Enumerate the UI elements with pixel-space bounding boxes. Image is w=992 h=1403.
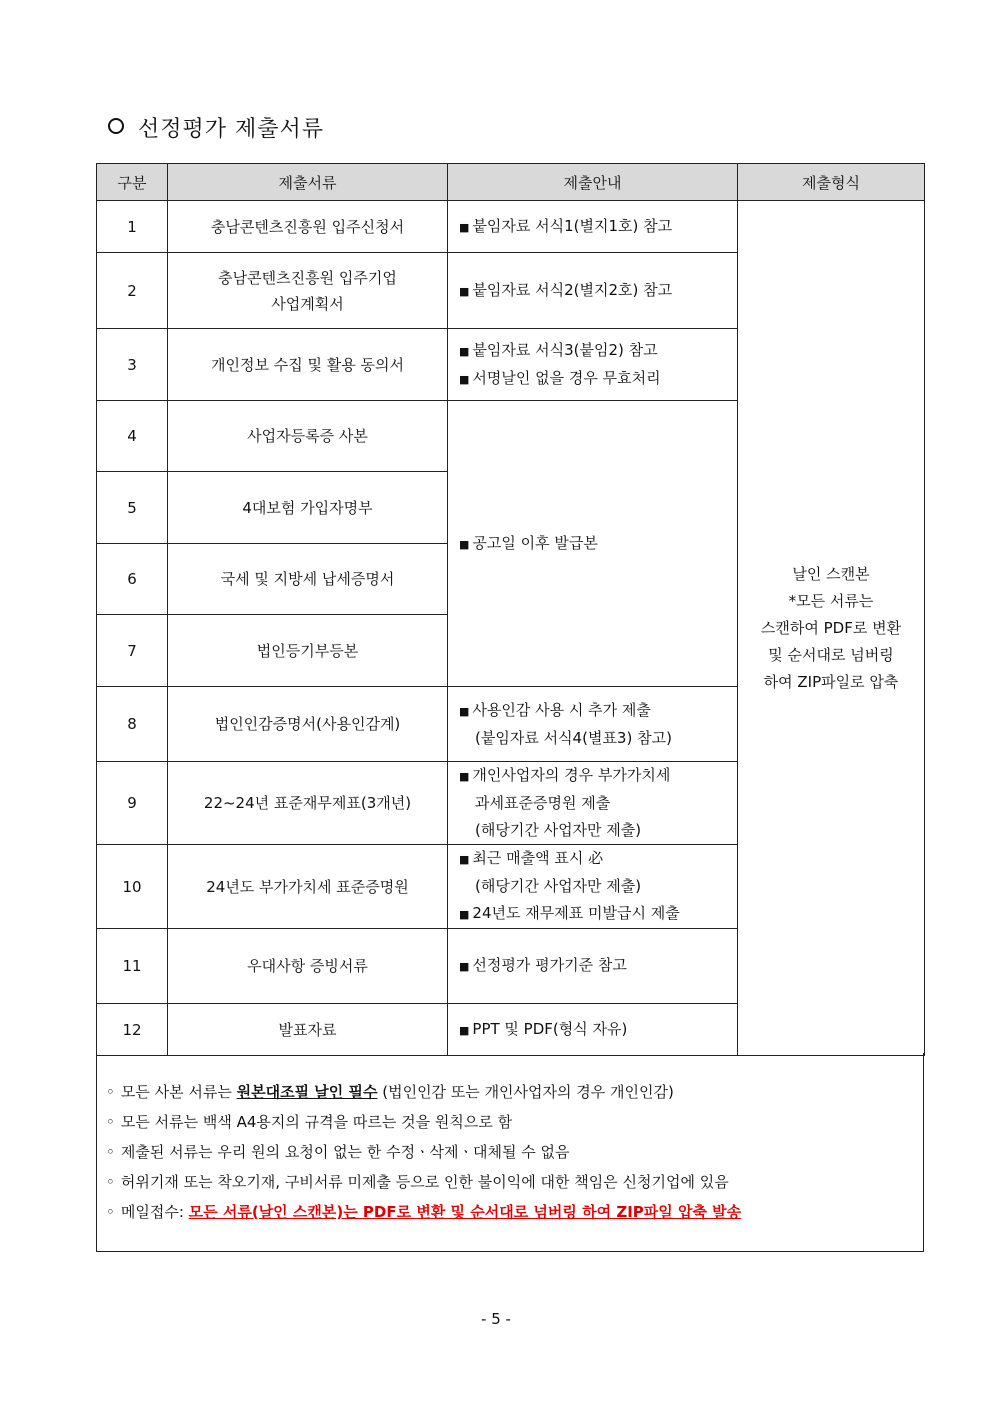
- guide-cell: [448, 201, 738, 253]
- format-line: 날인 스캔본: [792, 564, 870, 583]
- square-bullet-icon: ■: [459, 372, 470, 386]
- notes-list: [97, 1053, 923, 1227]
- format-line: 스캔하여 PDF로 변환: [760, 618, 902, 637]
- circle-bullet-icon: ◦: [106, 1113, 115, 1131]
- note-item: [106, 1137, 923, 1167]
- guide-text: 개인사업자의 경우 부가가치세: [472, 766, 671, 784]
- note-item: [106, 1107, 923, 1137]
- guide-line: [459, 277, 737, 305]
- document-name: [168, 401, 448, 472]
- row-number: 10: [97, 845, 168, 929]
- circle-bullet-icon: ◦: [106, 1203, 115, 1221]
- document-line: 충남콘텐츠진흥원 입주신청서: [210, 217, 405, 236]
- row-number: 2: [97, 253, 168, 329]
- square-bullet-icon: ■: [459, 960, 470, 973]
- guide-cell: [448, 929, 738, 1004]
- guide-cell: [448, 687, 738, 762]
- section-title: [108, 112, 324, 143]
- guide-cell: [448, 1004, 738, 1056]
- guide-line: [459, 365, 737, 393]
- row-number: 1: [97, 201, 168, 253]
- circle-bullet-icon: ◦: [106, 1143, 115, 1161]
- section-title-text: 선정평가 제출서류: [138, 117, 325, 142]
- document-line: 24년도 부가가치세 표준증명원: [206, 877, 409, 896]
- note-text: 모든 서류는 백색 A4용지의 규격을 따르는 것을 원칙으로 함: [120, 1113, 513, 1131]
- square-bullet-icon: ■: [459, 908, 470, 921]
- row-number: 9: [97, 762, 168, 845]
- document-line: 4대보험 가입자명부: [242, 498, 373, 517]
- documents-table: [96, 163, 925, 1056]
- header-documents: 제출서류: [168, 164, 448, 201]
- document-line: 법인등기부등본: [256, 641, 359, 660]
- guide-text: 붙임자료 서식2(별지2호) 참고: [472, 280, 673, 299]
- table-row: [97, 201, 925, 253]
- header-format: 제출형식: [738, 164, 925, 201]
- row-number: 8: [97, 687, 168, 762]
- guide-text: 최근 매출액 표시 必: [472, 849, 604, 867]
- note-text: 제출된 서류는 우리 원의 요청이 없는 한 수정ㆍ삭제ㆍ대체될 수 없음: [120, 1143, 570, 1161]
- guide-line: (해당기간 사업자만 제출): [475, 877, 642, 895]
- note-emphasis-red: 모든 서류(날인 스캔본)는 PDF로 변환 및 순서대로 넘버링 하여 ZIP파일 압축 발송: [188, 1203, 742, 1221]
- document-line: 충남콘텐츠진흥원 입주기업: [218, 268, 397, 287]
- square-bullet-icon: ■: [459, 770, 470, 783]
- guide-line: 과세표준증명원 제출: [475, 794, 611, 812]
- document-name: [168, 845, 448, 929]
- guide-cell: [448, 401, 738, 687]
- square-bullet-icon: ■: [459, 220, 470, 234]
- square-bullet-icon: ■: [459, 284, 470, 298]
- document-name: [168, 615, 448, 687]
- guide-text: 붙임자료 서식1(별지1호) 참고: [472, 216, 673, 235]
- document-line: 22~24년 표준재무제표(3개년): [203, 794, 412, 812]
- guide-line: (해당기간 사업자만 제출): [475, 821, 642, 839]
- square-bullet-icon: ■: [459, 537, 470, 551]
- square-bullet-icon: ■: [459, 344, 470, 358]
- document-name: [168, 1004, 448, 1056]
- document-line: 국세 및 지방세 납세증명서: [220, 570, 395, 588]
- document-line: 사업계획서: [271, 294, 344, 313]
- guide-cell: [448, 329, 738, 401]
- header-guide: 제출안내: [448, 164, 738, 201]
- guide-line: [459, 1016, 737, 1044]
- format-line: 하여 ZIP파일로 압축: [763, 672, 899, 691]
- circle-bullet-icon: ◦: [106, 1173, 115, 1191]
- document-name: [168, 472, 448, 544]
- guide-cell: [448, 845, 738, 929]
- guide-cell: [448, 253, 738, 329]
- document-name: [168, 687, 448, 762]
- format-cell: [738, 201, 925, 1056]
- note-emphasis: 원본대조필 날인 필수: [236, 1083, 378, 1101]
- guide-text: 선정평가 평가기준 참고: [472, 956, 627, 974]
- guide-line: [459, 900, 737, 928]
- guide-line: [459, 762, 737, 790]
- row-number: 3: [97, 329, 168, 401]
- note-item: [106, 1167, 923, 1197]
- note-text: 허위기재 또는 착오기재, 구비서류 미제출 등으로 인한 불이익에 대한 책임은 신청기업에 있음: [120, 1173, 729, 1191]
- document-line: 사업자등록증 사본: [247, 427, 368, 445]
- note-item: [106, 1077, 923, 1107]
- guide-line: [459, 337, 737, 365]
- header-category: 구분: [97, 164, 168, 201]
- square-bullet-icon: ■: [459, 853, 470, 866]
- row-number: 5: [97, 472, 168, 544]
- circle-bullet-icon: ◦: [106, 1083, 115, 1101]
- document-name: [168, 329, 448, 401]
- note-text: 모든 사본 서류는: [120, 1083, 237, 1101]
- note-text: (법인인감 또는 개인사업자의 경우 개인인감): [377, 1083, 674, 1101]
- document-name: [168, 762, 448, 845]
- document-line: 개인정보 수집 및 활용 동의서: [211, 355, 404, 374]
- notes-box: [96, 1053, 924, 1252]
- circle-icon: [108, 118, 124, 134]
- document-name: [168, 201, 448, 253]
- format-line: 및 순서대로 넘버링: [768, 645, 894, 664]
- guide-line: (붙임자료 서식4(별표3) 참고): [475, 728, 672, 747]
- guide-text: 24년도 재무제표 미발급시 제출: [472, 904, 680, 922]
- document-name: [168, 929, 448, 1004]
- guide-cell: [448, 762, 738, 845]
- row-number: 11: [97, 929, 168, 1004]
- document-name: [168, 544, 448, 615]
- document-name: [168, 253, 448, 329]
- table-header-row: [97, 164, 925, 201]
- document-line: 발표자료: [278, 1020, 337, 1039]
- square-bullet-icon: ■: [459, 704, 470, 718]
- row-number: 6: [97, 544, 168, 615]
- guide-text: 공고일 이후 발급본: [472, 533, 598, 552]
- guide-text: 서명날인 없을 경우 무효처리: [472, 368, 661, 387]
- row-number: 7: [97, 615, 168, 687]
- document-line: 우대사항 증빙서류: [247, 957, 368, 975]
- guide-line: [459, 697, 737, 725]
- guide-line: [459, 845, 737, 873]
- guide-line: [459, 530, 737, 558]
- guide-line: [459, 952, 737, 980]
- note-item: [106, 1197, 923, 1227]
- format-line: *모든 서류는: [788, 591, 874, 610]
- guide-line: [459, 213, 737, 241]
- note-text: 메일접수:: [120, 1203, 189, 1221]
- guide-text: 붙임자료 서식3(붙임2) 참고: [472, 340, 658, 359]
- guide-text: PPT 및 PDF(형식 자유): [472, 1019, 628, 1038]
- row-number: 12: [97, 1004, 168, 1056]
- document-line: 법인인감증명서(사용인감계): [214, 715, 401, 733]
- guide-text: 사용인감 사용 시 추가 제출: [472, 700, 651, 719]
- row-number: 4: [97, 401, 168, 472]
- page-number: - 5 -: [481, 1310, 511, 1328]
- square-bullet-icon: ■: [459, 1023, 470, 1037]
